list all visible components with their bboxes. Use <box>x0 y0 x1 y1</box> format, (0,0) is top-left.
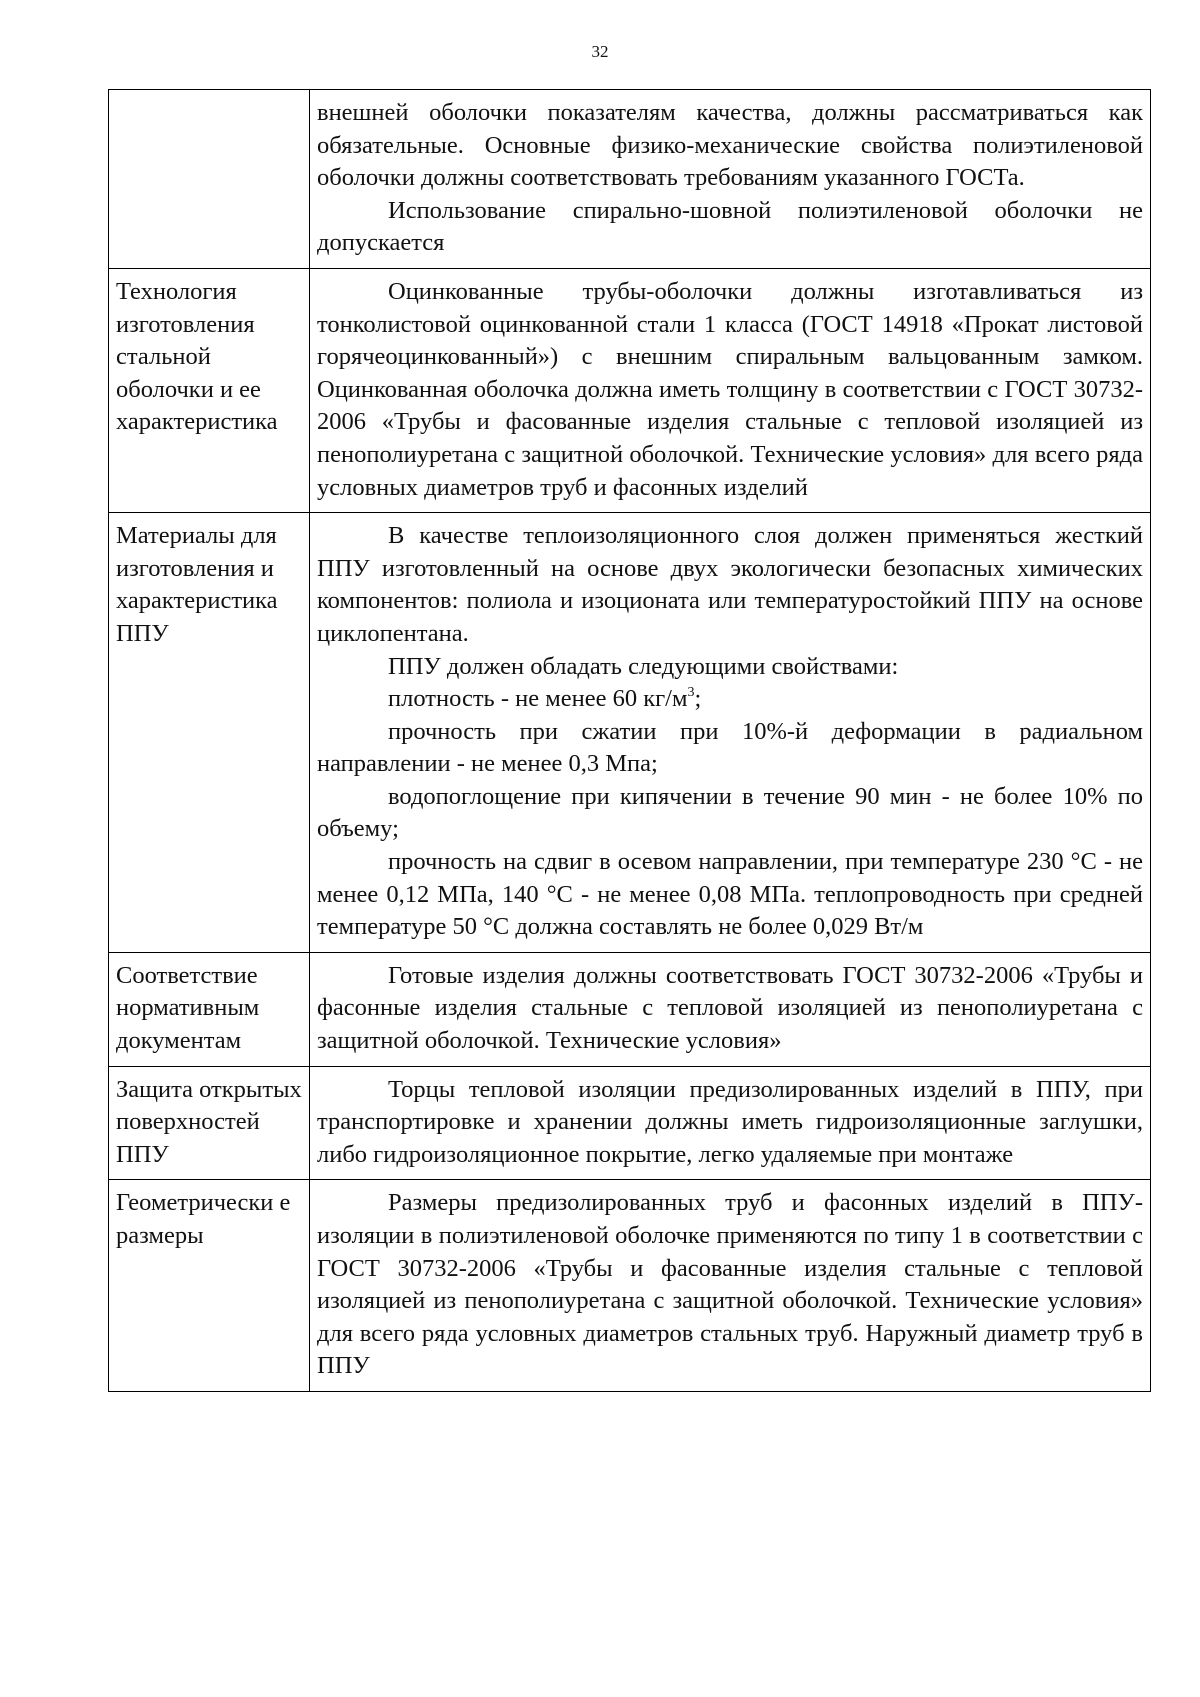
paragraph: прочность при сжатии при 10%-й деформации в радиальном направлении - не менее 0,3 Мпа; <box>317 717 1143 778</box>
row-content <box>310 513 1151 953</box>
row-label: Геометрически е размеры <box>109 1180 310 1392</box>
row-label: Защита открытых поверхностей ППУ <box>109 1066 310 1180</box>
paragraph: Готовые изделия должны соответствовать ГОСТ 30732-2006 «Трубы и фасонные изделия стальные с тепловой изоляцией из пенополиуретана с защитной оболочкой. Технические условия» <box>317 961 1143 1055</box>
table-row <box>109 952 1151 1066</box>
row-content <box>310 1066 1151 1180</box>
paragraph: водопоглощение при кипячении в течение 90 мин - не более 10% по объему; <box>317 782 1143 843</box>
paragraph-density <box>317 683 1143 716</box>
paragraph: Размеры предизолированных труб и фасонных изделий в ППУ-изоляции в полиэтиленовой оболочке применяются по типу 1 в соответствии с ГОСТ 30732-2006 «Трубы и фасованные изделия стальные с тепловой изоляцией из пенополиуретана с защитной оболочкой. Технические условия» для всего ряда условных диаметров стальных труб. Наружный диаметр труб в ППУ <box>317 1189 1143 1380</box>
density-suffix: ; <box>694 685 702 713</box>
table-row <box>109 513 1151 953</box>
row-label: Соответствие нормативным документам <box>109 952 310 1066</box>
superscript: 3 <box>687 684 695 700</box>
paragraph: В качестве теплоизоляционного слоя должен применяться жесткий ППУ изготовленный на основе двух экологически безопасных химических компонентов: полиола и изоционата или температуростойкий ППУ на основе циклопентана. <box>317 522 1143 647</box>
table-row <box>109 268 1151 512</box>
table-row <box>109 90 1151 269</box>
row-content <box>310 268 1151 512</box>
paragraph: внешней оболочки показателям качества, должны рассматриваться как обязательные. Основные физико-механические свойства полиэтиленовой оболочки должны соответствовать требованиям указанного ГОСТа. <box>317 99 1143 192</box>
row-label <box>109 90 310 269</box>
row-content <box>310 90 1151 269</box>
paragraph: Использование спирально-шовной полиэтиленовой оболочки не допускается <box>317 196 1143 257</box>
table-row <box>109 1066 1151 1180</box>
page-number: 32 <box>591 42 609 61</box>
paragraph: Оцинкованные трубы-оболочки должны изготавливаться из тонколистовой оцинкованной стали 1 класса (ГОСТ 14918 «Прокат листовой горячеоцинкованный») с внешним спиральным вальцованным замком. Оцинкованная оболочка должна иметь толщину в соответствии с ГОСТ 30732-2006 «Трубы и фасованные изделия стальные с тепловой изоляцией из пенополиуретана с защитной оболочкой. Технические условия» для всего ряда условных диаметров труб и фасонных изделий <box>317 277 1143 501</box>
paragraph: ППУ должен обладать следующими свойствами: <box>388 652 899 680</box>
specification-table <box>108 89 1151 1392</box>
table-row <box>109 1180 1151 1392</box>
density-text: плотность - не менее 60 кг/м <box>388 685 688 713</box>
row-content <box>310 1180 1151 1392</box>
paragraph: Торцы тепловой изоляции предизолированных изделий в ППУ, при транспортировке и хранении должны иметь гидроизоляционные заглушки, либо гидроизоляционное покрытие, легко удаляемые при монтаже <box>317 1075 1143 1168</box>
paragraph: прочность на сдвиг в осевом направлении, при температуре 230 °С - не менее 0,12 МПа, 140 °С - не менее 0,08 МПа. теплопроводность при средней температуре 50 °С должна составлять не более 0,029 Вт/м <box>317 848 1143 941</box>
row-label: Технология изготовления стальной оболочки и ее характеристика <box>109 268 310 512</box>
row-content <box>310 952 1151 1066</box>
row-label: Материалы для изготовления и характеристика ППУ <box>109 513 310 953</box>
